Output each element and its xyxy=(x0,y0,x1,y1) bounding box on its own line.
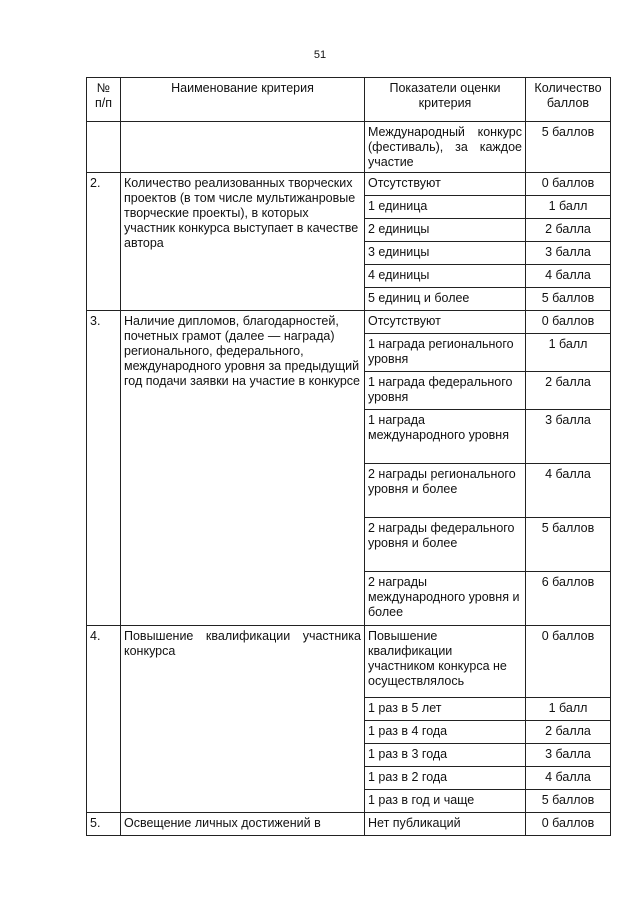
criterion-indicator: Отсутствуют xyxy=(365,311,526,334)
criterion-indicator: 2 награды международного уровня и более xyxy=(365,572,526,626)
header-name: Наименование критерия xyxy=(121,78,365,122)
criterion-indicator: 1 раз в 3 года xyxy=(365,744,526,767)
criterion-points: 4 балла xyxy=(526,265,611,288)
criterion-indicator: Международный конкурс (фестиваль), за каждое участие xyxy=(365,122,526,173)
criterion-points: 0 баллов xyxy=(526,173,611,196)
table-row xyxy=(87,626,611,698)
table-row xyxy=(87,173,611,196)
criterion-number: 2. xyxy=(87,173,121,311)
criterion-number xyxy=(87,122,121,173)
criterion-indicator: Нет публикаций xyxy=(365,813,526,836)
criterion-points: 2 балла xyxy=(526,372,611,410)
criterion-name: Количество реализованных творческих проектов (в том числе мультижанровые творческие проекты), в которых участник конкурса выступает в качестве автора xyxy=(121,173,365,311)
header-row xyxy=(87,78,611,122)
criterion-name: Наличие дипломов, благодарностей, почетных грамот (далее — награда) регионального, федерального, международного уровня за предыдущий год подачи заявки на участие в конкурсе xyxy=(121,311,365,626)
criterion-indicator: Отсутствуют xyxy=(365,173,526,196)
header-points: Количество баллов xyxy=(526,78,611,122)
criterion-indicator: 2 награды регионального уровня и более xyxy=(365,464,526,518)
criteria-table xyxy=(86,77,611,836)
criterion-indicator: 4 единицы xyxy=(365,265,526,288)
criterion-points: 0 баллов xyxy=(526,813,611,836)
criterion-number: 5. xyxy=(87,813,121,836)
criterion-name: Повышение квалификации участника конкурса xyxy=(121,626,365,813)
criterion-name: Освещение личных достижений в xyxy=(121,813,365,836)
criterion-points: 5 баллов xyxy=(526,288,611,311)
criterion-number: 3. xyxy=(87,311,121,626)
criterion-points: 5 баллов xyxy=(526,518,611,572)
criterion-number: 4. xyxy=(87,626,121,813)
criterion-indicator: 1 единица xyxy=(365,196,526,219)
criterion-points: 4 балла xyxy=(526,767,611,790)
criterion-points: 0 баллов xyxy=(526,626,611,698)
criterion-indicator: Повышение квалификации участником конкурса не осуществлялось xyxy=(365,626,526,698)
header-num: № п/п xyxy=(87,78,121,122)
criterion-points: 3 балла xyxy=(526,410,611,464)
criterion-points: 0 баллов xyxy=(526,311,611,334)
criterion-indicator: 2 награды федерального уровня и более xyxy=(365,518,526,572)
table-row xyxy=(87,311,611,334)
criterion-points: 4 балла xyxy=(526,464,611,518)
criterion-indicator: 1 раз в 2 года xyxy=(365,767,526,790)
criterion-indicator: 1 награда федерального уровня xyxy=(365,372,526,410)
criterion-points: 1 балл xyxy=(526,334,611,372)
criterion-points: 3 балла xyxy=(526,242,611,265)
criterion-indicator: 1 раз в 4 года xyxy=(365,721,526,744)
criterion-points: 2 балла xyxy=(526,219,611,242)
criterion-name xyxy=(121,122,365,173)
criterion-indicator: 1 награда регионального уровня xyxy=(365,334,526,372)
criterion-indicator: 5 единиц и более xyxy=(365,288,526,311)
criterion-points: 2 балла xyxy=(526,721,611,744)
criterion-points: 1 балл xyxy=(526,698,611,721)
criterion-points: 5 баллов xyxy=(526,790,611,813)
criterion-indicator: 1 награда международного уровня xyxy=(365,410,526,464)
criterion-points: 6 баллов xyxy=(526,572,611,626)
criterion-points: 3 балла xyxy=(526,744,611,767)
table-body xyxy=(87,122,611,836)
table-row xyxy=(87,813,611,836)
criterion-points: 5 баллов xyxy=(526,122,611,173)
table-header xyxy=(87,78,611,122)
criterion-indicator: 2 единицы xyxy=(365,219,526,242)
criterion-indicator: 3 единицы xyxy=(365,242,526,265)
criterion-indicator: 1 раз в 5 лет xyxy=(365,698,526,721)
page-number: 51 xyxy=(313,49,327,61)
criterion-indicator: 1 раз в год и чаще xyxy=(365,790,526,813)
header-indicators: Показатели оценки критерия xyxy=(365,78,526,122)
table-row xyxy=(87,122,611,173)
criterion-points: 1 балл xyxy=(526,196,611,219)
